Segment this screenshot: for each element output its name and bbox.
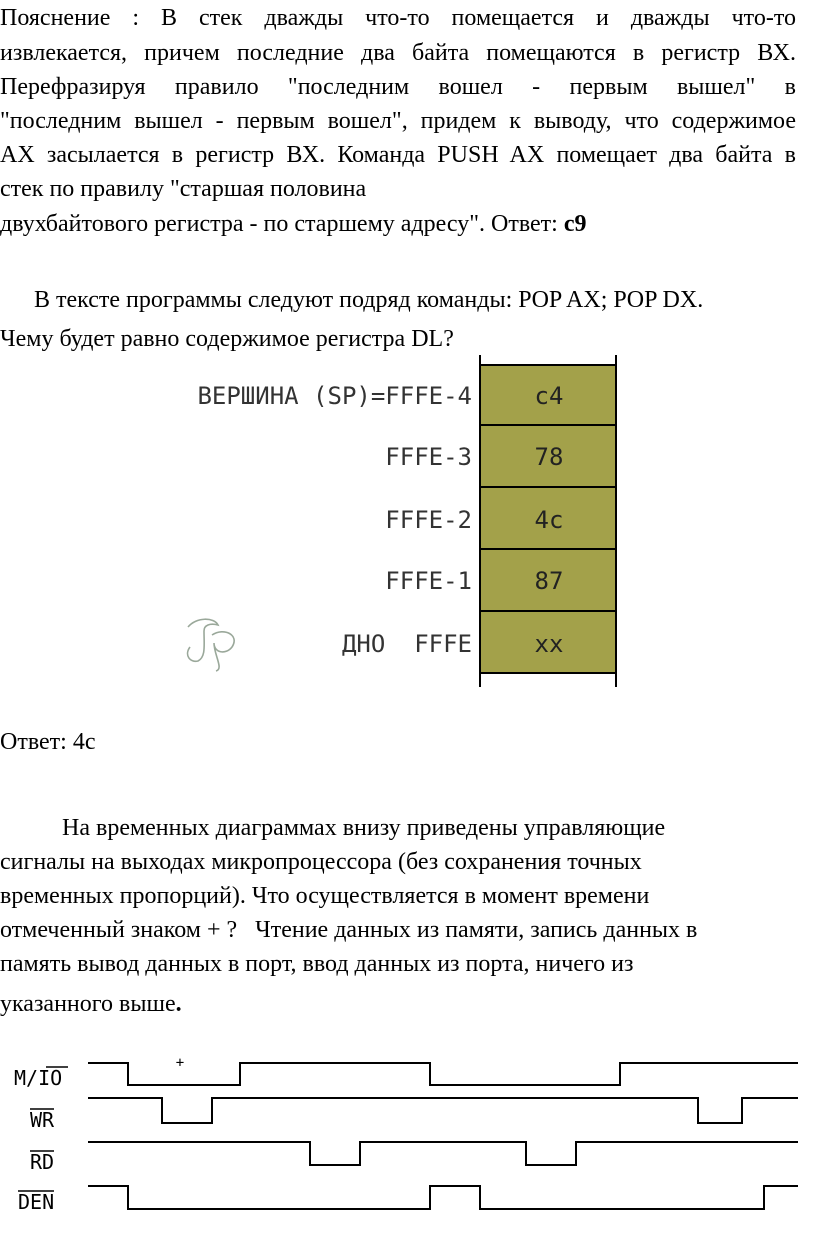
- signal-rd-trace: [88, 1142, 798, 1165]
- stack-label-1: ВЕРШИНА (SP)=FFFE-4: [197, 382, 472, 410]
- explanation-line-3: Перефразируя правило "последним вошел - первым вышел" в: [0, 74, 796, 100]
- signal-label-mio: M/IO: [14, 1066, 63, 1090]
- question2-line-1: В тексте программы следуют подряд команды: POP AX; POP DX.: [34, 287, 704, 313]
- explanation-line-6: стек по правилу "старшая половина: [0, 176, 367, 202]
- answer2: Ответ: 4с: [0, 729, 96, 755]
- question3-line-5: память вывод данных в порт, ввод данных из порта, ничего из: [0, 951, 634, 977]
- question2-line-2: Чему будет равно содержимое регистра DL?: [0, 326, 454, 352]
- question3-line-6-punct: .: [175, 991, 182, 1017]
- stack-diagram: [0, 355, 816, 690]
- signal-label-wr: WR: [30, 1108, 55, 1132]
- signal-label-den: DEN: [18, 1190, 55, 1214]
- stack-value-1: c4: [534, 382, 564, 410]
- question3-line-1: На временных диаграммах внизу приведены управляющие: [62, 815, 666, 841]
- signal-label-rd: RD: [30, 1150, 55, 1174]
- explanation-answer: c9: [563, 211, 587, 237]
- stack-value-5: xx: [534, 630, 564, 658]
- stack-value-2: 78: [534, 443, 564, 471]
- time-marker: +: [175, 1055, 185, 1071]
- stack-value-4: 87: [534, 567, 564, 595]
- stack-label-2: FFFE-3: [385, 443, 472, 471]
- monogram-logo: [188, 619, 235, 671]
- stack-label-4: FFFE-1: [385, 567, 472, 595]
- stack-label-3: FFFE-2: [385, 506, 472, 534]
- question3-line-2: сигналы на выходах микропроцессора (без сохранения точных: [0, 849, 642, 875]
- explanation-line-2: извлекается, причем последние два байта помещаются в регистр ВХ.: [0, 40, 796, 66]
- explanation-line-5: АХ засылается в регистр ВХ. Команда PUSH AX помещает два байта в: [0, 142, 796, 168]
- signal-mio-trace: [88, 1063, 798, 1085]
- explanation-line-1: Пояснение : В стек дважды что-то помещается и дважды что-то: [0, 5, 796, 31]
- timing-diagram: [0, 1045, 816, 1220]
- question3-line-4: отмеченный знаком + ? Чтение данных из памяти, запись данных в: [0, 917, 698, 943]
- question3-line-6-text: указанного выше: [0, 991, 176, 1017]
- signal-den-trace: [88, 1186, 798, 1209]
- explanation-line-7: [0, 207, 587, 241]
- signal-wr-trace: [88, 1098, 798, 1123]
- explanation-line-4: "последним вышел - первым вошел", придем к выводу, что содержимое: [0, 108, 796, 134]
- question3-line-6: [0, 987, 182, 1021]
- stack-value-3: 4c: [534, 506, 564, 534]
- explanation-line-7-text: двухбайтового регистра - по старшему адресу". Ответ:: [0, 211, 564, 237]
- question3-line-3: временных пропорций). Что осуществляется в момент времени: [0, 883, 650, 909]
- stack-label-5: ДНО FFFE: [341, 630, 472, 658]
